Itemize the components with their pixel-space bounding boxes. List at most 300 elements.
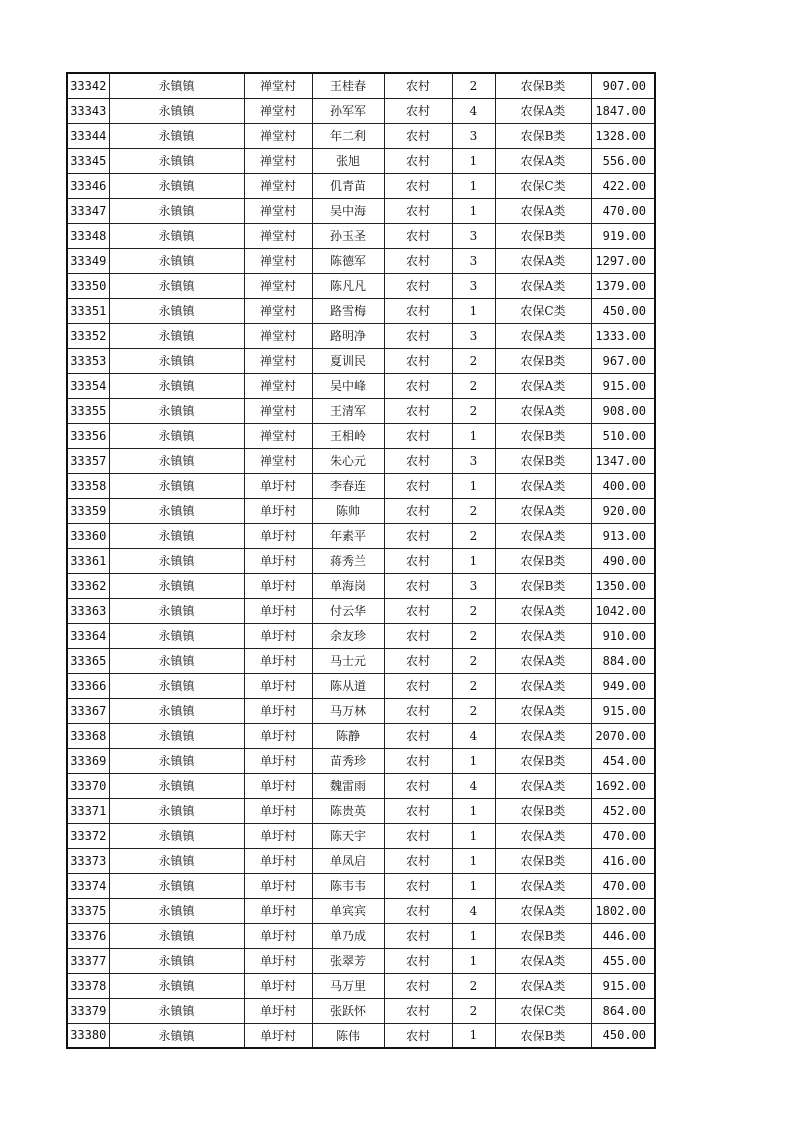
cell-area: 农村 <box>384 148 452 173</box>
cell-town: 永镇镇 <box>109 398 244 423</box>
cell-village: 单圩村 <box>244 623 312 648</box>
cell-area: 农村 <box>384 798 452 823</box>
table-row <box>67 723 655 748</box>
table-row <box>67 998 655 1023</box>
cell-amount: 913.00 <box>591 523 655 548</box>
table-row <box>67 823 655 848</box>
cell-category: 农保B类 <box>495 848 591 873</box>
cell-name: 陈天宇 <box>312 823 384 848</box>
cell-name: 付云华 <box>312 598 384 623</box>
cell-village: 禅堂村 <box>244 273 312 298</box>
cell-category: 农保A类 <box>495 148 591 173</box>
cell-amount: 470.00 <box>591 873 655 898</box>
table-row <box>67 973 655 998</box>
cell-name: 苗秀珍 <box>312 748 384 773</box>
cell-count: 1 <box>452 1023 495 1048</box>
cell-category: 农保A类 <box>495 373 591 398</box>
cell-count: 2 <box>452 498 495 523</box>
cell-category: 农保B类 <box>495 123 591 148</box>
cell-count: 1 <box>452 473 495 498</box>
cell-name: 余友珍 <box>312 623 384 648</box>
cell-area: 农村 <box>384 673 452 698</box>
cell-name: 陈静 <box>312 723 384 748</box>
cell-area: 农村 <box>384 698 452 723</box>
cell-count: 1 <box>452 748 495 773</box>
cell-id: 33356 <box>67 423 109 448</box>
cell-count: 2 <box>452 398 495 423</box>
cell-name: 陈帅 <box>312 498 384 523</box>
cell-area: 农村 <box>384 473 452 498</box>
cell-id: 33351 <box>67 298 109 323</box>
cell-category: 农保A类 <box>495 98 591 123</box>
cell-category: 农保A类 <box>495 598 591 623</box>
cell-count: 4 <box>452 723 495 748</box>
table-row <box>67 548 655 573</box>
cell-count: 2 <box>452 523 495 548</box>
cell-id: 33362 <box>67 573 109 598</box>
table-row <box>67 673 655 698</box>
cell-name: 年素平 <box>312 523 384 548</box>
cell-id: 33357 <box>67 448 109 473</box>
cell-count: 1 <box>452 848 495 873</box>
cell-village: 单圩村 <box>244 923 312 948</box>
cell-area: 农村 <box>384 73 452 98</box>
cell-amount: 490.00 <box>591 548 655 573</box>
table-row <box>67 923 655 948</box>
cell-town: 永镇镇 <box>109 898 244 923</box>
cell-village: 单圩村 <box>244 848 312 873</box>
cell-town: 永镇镇 <box>109 873 244 898</box>
cell-village: 单圩村 <box>244 523 312 548</box>
cell-village: 禅堂村 <box>244 323 312 348</box>
cell-name: 陈贵英 <box>312 798 384 823</box>
cell-area: 农村 <box>384 123 452 148</box>
cell-count: 2 <box>452 673 495 698</box>
cell-name: 王相岭 <box>312 423 384 448</box>
cell-name: 陈伟 <box>312 1023 384 1048</box>
table-row <box>67 498 655 523</box>
cell-name: 陈从道 <box>312 673 384 698</box>
cell-id: 33359 <box>67 498 109 523</box>
cell-name: 陈德军 <box>312 248 384 273</box>
cell-amount: 908.00 <box>591 398 655 423</box>
cell-name: 单凤启 <box>312 848 384 873</box>
cell-town: 永镇镇 <box>109 798 244 823</box>
cell-id: 33373 <box>67 848 109 873</box>
cell-area: 农村 <box>384 348 452 373</box>
cell-category: 农保A类 <box>495 898 591 923</box>
table-row <box>67 148 655 173</box>
cell-town: 永镇镇 <box>109 348 244 373</box>
cell-id: 33363 <box>67 598 109 623</box>
cell-count: 1 <box>452 873 495 898</box>
cell-id: 33379 <box>67 998 109 1023</box>
cell-id: 33375 <box>67 898 109 923</box>
cell-id: 33348 <box>67 223 109 248</box>
table-row <box>67 73 655 98</box>
cell-name: 单乃成 <box>312 923 384 948</box>
table-row <box>67 173 655 198</box>
cell-id: 33342 <box>67 73 109 98</box>
cell-area: 农村 <box>384 173 452 198</box>
cell-amount: 884.00 <box>591 648 655 673</box>
cell-town: 永镇镇 <box>109 198 244 223</box>
cell-area: 农村 <box>384 273 452 298</box>
cell-id: 33360 <box>67 523 109 548</box>
cell-town: 永镇镇 <box>109 573 244 598</box>
cell-town: 永镇镇 <box>109 448 244 473</box>
cell-count: 3 <box>452 573 495 598</box>
cell-category: 农保B类 <box>495 423 591 448</box>
cell-amount: 1379.00 <box>591 273 655 298</box>
cell-category: 农保B类 <box>495 73 591 98</box>
cell-area: 农村 <box>384 973 452 998</box>
cell-count: 4 <box>452 898 495 923</box>
cell-name: 吴中海 <box>312 198 384 223</box>
cell-category: 农保B类 <box>495 923 591 948</box>
cell-count: 2 <box>452 73 495 98</box>
cell-village: 禅堂村 <box>244 448 312 473</box>
cell-id: 33355 <box>67 398 109 423</box>
table-row <box>67 898 655 923</box>
cell-count: 1 <box>452 198 495 223</box>
cell-amount: 915.00 <box>591 698 655 723</box>
cell-amount: 864.00 <box>591 998 655 1023</box>
table-row <box>67 523 655 548</box>
cell-category: 农保A类 <box>495 323 591 348</box>
cell-name: 陈凡凡 <box>312 273 384 298</box>
cell-village: 单圩村 <box>244 898 312 923</box>
cell-category: 农保A类 <box>495 823 591 848</box>
cell-name: 蒋秀兰 <box>312 548 384 573</box>
cell-village: 单圩村 <box>244 798 312 823</box>
cell-category: 农保A类 <box>495 198 591 223</box>
cell-amount: 1333.00 <box>591 323 655 348</box>
cell-id: 33377 <box>67 948 109 973</box>
table-row <box>67 848 655 873</box>
cell-amount: 1802.00 <box>591 898 655 923</box>
cell-count: 1 <box>452 298 495 323</box>
cell-area: 农村 <box>384 748 452 773</box>
cell-count: 4 <box>452 98 495 123</box>
table-row <box>67 773 655 798</box>
cell-id: 33353 <box>67 348 109 373</box>
cell-name: 孙玉圣 <box>312 223 384 248</box>
cell-town: 永镇镇 <box>109 373 244 398</box>
cell-town: 永镇镇 <box>109 98 244 123</box>
benefit-table <box>66 72 656 1049</box>
cell-amount: 1297.00 <box>591 248 655 273</box>
cell-category: 农保B类 <box>495 548 591 573</box>
cell-town: 永镇镇 <box>109 823 244 848</box>
table-row <box>67 948 655 973</box>
cell-village: 单圩村 <box>244 673 312 698</box>
cell-amount: 470.00 <box>591 823 655 848</box>
cell-id: 33365 <box>67 648 109 673</box>
cell-count: 3 <box>452 273 495 298</box>
cell-area: 农村 <box>384 723 452 748</box>
table-row <box>67 873 655 898</box>
cell-village: 单圩村 <box>244 573 312 598</box>
cell-area: 农村 <box>384 873 452 898</box>
cell-amount: 910.00 <box>591 623 655 648</box>
cell-category: 农保B类 <box>495 448 591 473</box>
cell-id: 33369 <box>67 748 109 773</box>
cell-count: 1 <box>452 173 495 198</box>
cell-count: 2 <box>452 623 495 648</box>
cell-category: 农保A类 <box>495 623 591 648</box>
cell-area: 农村 <box>384 998 452 1023</box>
cell-id: 33354 <box>67 373 109 398</box>
cell-town: 永镇镇 <box>109 273 244 298</box>
cell-village: 禅堂村 <box>244 348 312 373</box>
cell-town: 永镇镇 <box>109 248 244 273</box>
cell-area: 农村 <box>384 398 452 423</box>
cell-village: 单圩村 <box>244 973 312 998</box>
cell-area: 农村 <box>384 423 452 448</box>
cell-category: 农保A类 <box>495 648 591 673</box>
cell-count: 4 <box>452 773 495 798</box>
cell-amount: 920.00 <box>591 498 655 523</box>
cell-town: 永镇镇 <box>109 1023 244 1048</box>
cell-name: 张跃怀 <box>312 998 384 1023</box>
cell-town: 永镇镇 <box>109 948 244 973</box>
cell-area: 农村 <box>384 523 452 548</box>
cell-area: 农村 <box>384 898 452 923</box>
cell-category: 农保A类 <box>495 398 591 423</box>
cell-village: 单圩村 <box>244 723 312 748</box>
cell-name: 路明净 <box>312 323 384 348</box>
cell-name: 路雪梅 <box>312 298 384 323</box>
cell-area: 农村 <box>384 323 452 348</box>
cell-count: 2 <box>452 698 495 723</box>
cell-village: 禅堂村 <box>244 148 312 173</box>
cell-town: 永镇镇 <box>109 923 244 948</box>
cell-id: 33380 <box>67 1023 109 1048</box>
cell-id: 33371 <box>67 798 109 823</box>
cell-area: 农村 <box>384 648 452 673</box>
cell-count: 1 <box>452 948 495 973</box>
cell-area: 农村 <box>384 923 452 948</box>
cell-id: 33374 <box>67 873 109 898</box>
cell-town: 永镇镇 <box>109 623 244 648</box>
cell-village: 单圩村 <box>244 1023 312 1048</box>
table-row <box>67 473 655 498</box>
cell-area: 农村 <box>384 1023 452 1048</box>
cell-name: 张旭 <box>312 148 384 173</box>
cell-category: 农保B类 <box>495 573 591 598</box>
cell-category: 农保A类 <box>495 473 591 498</box>
cell-category: 农保A类 <box>495 673 591 698</box>
cell-amount: 1328.00 <box>591 123 655 148</box>
cell-amount: 416.00 <box>591 848 655 873</box>
cell-count: 2 <box>452 348 495 373</box>
cell-id: 33376 <box>67 923 109 948</box>
cell-area: 农村 <box>384 448 452 473</box>
cell-area: 农村 <box>384 573 452 598</box>
cell-id: 33345 <box>67 148 109 173</box>
table-row <box>67 348 655 373</box>
cell-amount: 1350.00 <box>591 573 655 598</box>
cell-village: 单圩村 <box>244 648 312 673</box>
cell-count: 1 <box>452 923 495 948</box>
cell-area: 农村 <box>384 298 452 323</box>
cell-name: 马万林 <box>312 698 384 723</box>
cell-amount: 470.00 <box>591 198 655 223</box>
cell-amount: 556.00 <box>591 148 655 173</box>
cell-village: 禅堂村 <box>244 423 312 448</box>
cell-village: 单圩村 <box>244 873 312 898</box>
cell-town: 永镇镇 <box>109 673 244 698</box>
cell-town: 永镇镇 <box>109 498 244 523</box>
cell-amount: 1847.00 <box>591 98 655 123</box>
table-row <box>67 448 655 473</box>
cell-category: 农保C类 <box>495 998 591 1023</box>
cell-name: 孙军军 <box>312 98 384 123</box>
cell-village: 禅堂村 <box>244 398 312 423</box>
cell-name: 单海岗 <box>312 573 384 598</box>
cell-area: 农村 <box>384 948 452 973</box>
cell-village: 单圩村 <box>244 548 312 573</box>
cell-count: 2 <box>452 973 495 998</box>
cell-category: 农保B类 <box>495 798 591 823</box>
cell-category: 农保A类 <box>495 273 591 298</box>
cell-amount: 907.00 <box>591 73 655 98</box>
cell-amount: 1692.00 <box>591 773 655 798</box>
cell-count: 2 <box>452 998 495 1023</box>
table-row <box>67 323 655 348</box>
cell-name: 单宾宾 <box>312 898 384 923</box>
table-row <box>67 623 655 648</box>
cell-town: 永镇镇 <box>109 548 244 573</box>
cell-amount: 446.00 <box>591 923 655 948</box>
cell-town: 永镇镇 <box>109 148 244 173</box>
cell-count: 2 <box>452 373 495 398</box>
table-row <box>67 1023 655 1048</box>
table-row <box>67 373 655 398</box>
cell-amount: 450.00 <box>591 298 655 323</box>
cell-amount: 400.00 <box>591 473 655 498</box>
cell-name: 朱心元 <box>312 448 384 473</box>
cell-count: 1 <box>452 148 495 173</box>
cell-name: 魏雷雨 <box>312 773 384 798</box>
cell-id: 33370 <box>67 773 109 798</box>
cell-name: 张翠芳 <box>312 948 384 973</box>
cell-village: 禅堂村 <box>244 198 312 223</box>
cell-town: 永镇镇 <box>109 773 244 798</box>
cell-category: 农保C类 <box>495 298 591 323</box>
cell-town: 永镇镇 <box>109 648 244 673</box>
table-row <box>67 398 655 423</box>
cell-town: 永镇镇 <box>109 73 244 98</box>
cell-category: 农保A类 <box>495 773 591 798</box>
cell-id: 33347 <box>67 198 109 223</box>
cell-town: 永镇镇 <box>109 298 244 323</box>
cell-village: 禅堂村 <box>244 173 312 198</box>
cell-name: 王桂春 <box>312 73 384 98</box>
cell-count: 3 <box>452 248 495 273</box>
cell-category: 农保B类 <box>495 748 591 773</box>
cell-count: 1 <box>452 548 495 573</box>
cell-count: 1 <box>452 423 495 448</box>
table-row <box>67 698 655 723</box>
cell-town: 永镇镇 <box>109 323 244 348</box>
cell-town: 永镇镇 <box>109 598 244 623</box>
table-row <box>67 298 655 323</box>
cell-count: 3 <box>452 123 495 148</box>
cell-town: 永镇镇 <box>109 998 244 1023</box>
cell-category: 农保A类 <box>495 873 591 898</box>
cell-name: 陈韦韦 <box>312 873 384 898</box>
cell-area: 农村 <box>384 773 452 798</box>
cell-area: 农村 <box>384 498 452 523</box>
cell-id: 33352 <box>67 323 109 348</box>
cell-village: 单圩村 <box>244 748 312 773</box>
cell-category: 农保A类 <box>495 523 591 548</box>
cell-name: 仉青苗 <box>312 173 384 198</box>
cell-amount: 510.00 <box>591 423 655 448</box>
cell-count: 3 <box>452 223 495 248</box>
cell-village: 禅堂村 <box>244 73 312 98</box>
cell-count: 2 <box>452 598 495 623</box>
cell-count: 1 <box>452 798 495 823</box>
table-row <box>67 123 655 148</box>
cell-area: 农村 <box>384 198 452 223</box>
cell-id: 33372 <box>67 823 109 848</box>
cell-area: 农村 <box>384 548 452 573</box>
cell-name: 年二利 <box>312 123 384 148</box>
cell-amount: 1042.00 <box>591 598 655 623</box>
cell-category: 农保A类 <box>495 498 591 523</box>
table-row <box>67 198 655 223</box>
cell-id: 33378 <box>67 973 109 998</box>
cell-count: 3 <box>452 323 495 348</box>
cell-area: 农村 <box>384 598 452 623</box>
cell-village: 单圩村 <box>244 773 312 798</box>
cell-amount: 455.00 <box>591 948 655 973</box>
cell-name: 马士元 <box>312 648 384 673</box>
cell-town: 永镇镇 <box>109 123 244 148</box>
cell-category: 农保C类 <box>495 173 591 198</box>
cell-name: 吴中峰 <box>312 373 384 398</box>
cell-town: 永镇镇 <box>109 848 244 873</box>
cell-id: 33346 <box>67 173 109 198</box>
table-row <box>67 98 655 123</box>
cell-area: 农村 <box>384 623 452 648</box>
cell-village: 单圩村 <box>244 823 312 848</box>
cell-category: 农保A类 <box>495 723 591 748</box>
cell-town: 永镇镇 <box>109 973 244 998</box>
cell-id: 33344 <box>67 123 109 148</box>
cell-area: 农村 <box>384 848 452 873</box>
cell-village: 禅堂村 <box>244 298 312 323</box>
cell-name: 夏训民 <box>312 348 384 373</box>
cell-village: 禅堂村 <box>244 248 312 273</box>
table-row <box>67 598 655 623</box>
table-row <box>67 248 655 273</box>
cell-amount: 915.00 <box>591 373 655 398</box>
cell-name: 马万里 <box>312 973 384 998</box>
cell-village: 单圩村 <box>244 498 312 523</box>
cell-area: 农村 <box>384 373 452 398</box>
cell-count: 1 <box>452 823 495 848</box>
cell-town: 永镇镇 <box>109 523 244 548</box>
cell-village: 禅堂村 <box>244 373 312 398</box>
cell-village: 单圩村 <box>244 698 312 723</box>
cell-area: 农村 <box>384 98 452 123</box>
cell-village: 禅堂村 <box>244 123 312 148</box>
cell-town: 永镇镇 <box>109 423 244 448</box>
